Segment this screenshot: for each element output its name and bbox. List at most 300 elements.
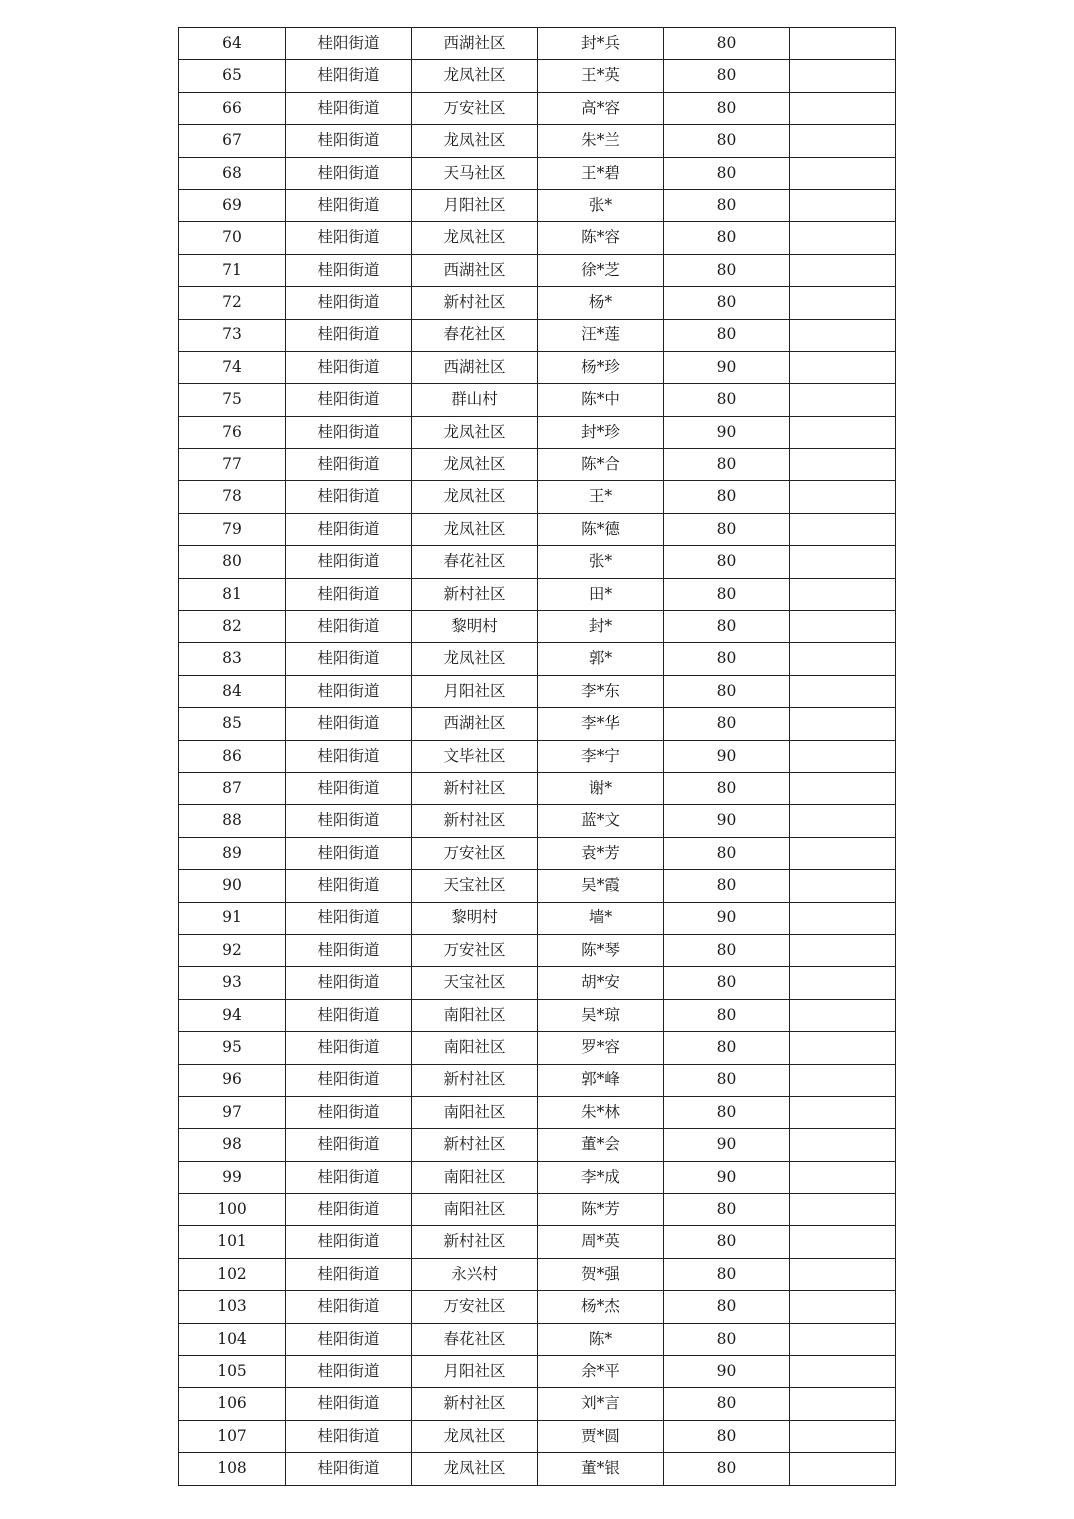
name-cell: 封*兵	[538, 28, 664, 60]
remark-cell	[790, 772, 896, 804]
community-cell: 新村社区	[412, 1129, 538, 1161]
street-cell: 桂阳街道	[286, 708, 412, 740]
community-cell: 春花社区	[412, 546, 538, 578]
amount-cell: 80	[664, 708, 790, 740]
table-row	[179, 319, 896, 351]
amount-cell: 80	[664, 28, 790, 60]
street-cell: 桂阳街道	[286, 967, 412, 999]
table-row	[179, 1226, 896, 1258]
table-row	[179, 157, 896, 189]
table-row	[179, 351, 896, 383]
street-cell: 桂阳街道	[286, 643, 412, 675]
remark-cell	[790, 28, 896, 60]
amount-cell: 90	[664, 416, 790, 448]
street-cell: 桂阳街道	[286, 481, 412, 513]
remark-cell	[790, 189, 896, 221]
name-cell: 吴*琼	[538, 999, 664, 1031]
street-cell: 桂阳街道	[286, 740, 412, 772]
community-cell: 月阳社区	[412, 675, 538, 707]
amount-cell: 80	[664, 287, 790, 319]
row-number-cell: 95	[179, 1032, 286, 1064]
name-cell: 田*	[538, 578, 664, 610]
amount-cell: 80	[664, 578, 790, 610]
community-cell: 新村社区	[412, 1388, 538, 1420]
name-cell: 王*英	[538, 60, 664, 92]
name-cell: 吴*霞	[538, 870, 664, 902]
table-row	[179, 1194, 896, 1226]
table-row	[179, 902, 896, 934]
community-cell: 月阳社区	[412, 189, 538, 221]
amount-cell: 80	[664, 611, 790, 643]
street-cell: 桂阳街道	[286, 1453, 412, 1485]
amount-cell: 80	[664, 60, 790, 92]
community-cell: 南阳社区	[412, 1194, 538, 1226]
remark-cell	[790, 157, 896, 189]
community-cell: 南阳社区	[412, 1161, 538, 1193]
amount-cell: 80	[664, 1064, 790, 1096]
table-row	[179, 449, 896, 481]
row-number-cell: 82	[179, 611, 286, 643]
row-number-cell: 91	[179, 902, 286, 934]
amount-cell: 80	[664, 772, 790, 804]
amount-cell: 80	[664, 546, 790, 578]
row-number-cell: 79	[179, 513, 286, 545]
name-cell: 高*容	[538, 92, 664, 124]
remark-cell	[790, 1323, 896, 1355]
row-number-cell: 77	[179, 449, 286, 481]
table-row	[179, 1032, 896, 1064]
name-cell: 陈*中	[538, 384, 664, 416]
street-cell: 桂阳街道	[286, 1388, 412, 1420]
name-cell: 陈*	[538, 1323, 664, 1355]
row-number-cell: 70	[179, 222, 286, 254]
row-number-cell: 75	[179, 384, 286, 416]
street-cell: 桂阳街道	[286, 1161, 412, 1193]
name-cell: 杨*珍	[538, 351, 664, 383]
name-cell: 封*	[538, 611, 664, 643]
street-cell: 桂阳街道	[286, 513, 412, 545]
name-cell: 袁*芳	[538, 837, 664, 869]
table-row	[179, 934, 896, 966]
amount-cell: 80	[664, 384, 790, 416]
community-cell: 文毕社区	[412, 740, 538, 772]
table-row	[179, 1388, 896, 1420]
row-number-cell: 78	[179, 481, 286, 513]
street-cell: 桂阳街道	[286, 449, 412, 481]
amount-cell: 80	[664, 92, 790, 124]
remark-cell	[790, 675, 896, 707]
amount-cell: 80	[664, 1453, 790, 1485]
street-cell: 桂阳街道	[286, 1323, 412, 1355]
document-page	[178, 27, 895, 1486]
community-cell: 月阳社区	[412, 1356, 538, 1388]
community-cell: 万安社区	[412, 837, 538, 869]
row-number-cell: 107	[179, 1420, 286, 1452]
remark-cell	[790, 60, 896, 92]
remark-cell	[790, 967, 896, 999]
table-row	[179, 60, 896, 92]
row-number-cell: 96	[179, 1064, 286, 1096]
community-cell: 新村社区	[412, 1064, 538, 1096]
table-row	[179, 481, 896, 513]
community-cell: 西湖社区	[412, 254, 538, 286]
name-cell: 朱*林	[538, 1096, 664, 1128]
amount-cell: 80	[664, 1194, 790, 1226]
name-cell: 朱*兰	[538, 125, 664, 157]
table-row	[179, 1161, 896, 1193]
row-number-cell: 68	[179, 157, 286, 189]
name-cell: 李*东	[538, 675, 664, 707]
row-number-cell: 84	[179, 675, 286, 707]
community-cell: 龙凤社区	[412, 222, 538, 254]
street-cell: 桂阳街道	[286, 934, 412, 966]
amount-cell: 80	[664, 481, 790, 513]
community-cell: 天马社区	[412, 157, 538, 189]
street-cell: 桂阳街道	[286, 1096, 412, 1128]
row-number-cell: 67	[179, 125, 286, 157]
table-row	[179, 837, 896, 869]
amount-cell: 80	[664, 999, 790, 1031]
row-number-cell: 83	[179, 643, 286, 675]
remark-cell	[790, 805, 896, 837]
table-row	[179, 772, 896, 804]
remark-cell	[790, 837, 896, 869]
street-cell: 桂阳街道	[286, 351, 412, 383]
street-cell: 桂阳街道	[286, 611, 412, 643]
remark-cell	[790, 351, 896, 383]
row-number-cell: 85	[179, 708, 286, 740]
table-row	[179, 675, 896, 707]
table-row	[179, 870, 896, 902]
table-row	[179, 546, 896, 578]
community-cell: 龙凤社区	[412, 449, 538, 481]
remark-cell	[790, 449, 896, 481]
remark-cell	[790, 740, 896, 772]
remark-cell	[790, 611, 896, 643]
row-number-cell: 93	[179, 967, 286, 999]
name-cell: 徐*芝	[538, 254, 664, 286]
community-cell: 群山村	[412, 384, 538, 416]
name-cell: 谢*	[538, 772, 664, 804]
table-row	[179, 1356, 896, 1388]
row-number-cell: 97	[179, 1096, 286, 1128]
street-cell: 桂阳街道	[286, 675, 412, 707]
row-number-cell: 98	[179, 1129, 286, 1161]
community-cell: 南阳社区	[412, 1096, 538, 1128]
row-number-cell: 103	[179, 1291, 286, 1323]
community-cell: 南阳社区	[412, 999, 538, 1031]
table-row	[179, 1291, 896, 1323]
street-cell: 桂阳街道	[286, 902, 412, 934]
remark-cell	[790, 934, 896, 966]
row-number-cell: 72	[179, 287, 286, 319]
table-row	[179, 708, 896, 740]
street-cell: 桂阳街道	[286, 287, 412, 319]
remark-cell	[790, 1453, 896, 1485]
row-number-cell: 106	[179, 1388, 286, 1420]
community-cell: 西湖社区	[412, 28, 538, 60]
amount-cell: 80	[664, 1096, 790, 1128]
community-cell: 新村社区	[412, 772, 538, 804]
name-cell: 王*碧	[538, 157, 664, 189]
remark-cell	[790, 1388, 896, 1420]
name-cell: 胡*安	[538, 967, 664, 999]
name-cell: 余*平	[538, 1356, 664, 1388]
community-cell: 黎明村	[412, 902, 538, 934]
table-row	[179, 513, 896, 545]
table-row	[179, 254, 896, 286]
remark-cell	[790, 1258, 896, 1290]
amount-cell: 90	[664, 805, 790, 837]
community-cell: 天宝社区	[412, 967, 538, 999]
remark-cell	[790, 708, 896, 740]
table-row	[179, 1096, 896, 1128]
name-cell: 董*会	[538, 1129, 664, 1161]
name-cell: 贺*强	[538, 1258, 664, 1290]
remark-cell	[790, 1291, 896, 1323]
name-cell: 陈*合	[538, 449, 664, 481]
table-row	[179, 1064, 896, 1096]
community-cell: 龙凤社区	[412, 416, 538, 448]
street-cell: 桂阳街道	[286, 28, 412, 60]
table-row	[179, 1420, 896, 1452]
row-number-cell: 105	[179, 1356, 286, 1388]
row-number-cell: 76	[179, 416, 286, 448]
table-row	[179, 999, 896, 1031]
name-cell: 贾*圆	[538, 1420, 664, 1452]
name-cell: 陈*德	[538, 513, 664, 545]
street-cell: 桂阳街道	[286, 1420, 412, 1452]
community-cell: 万安社区	[412, 934, 538, 966]
amount-cell: 80	[664, 675, 790, 707]
community-cell: 万安社区	[412, 1291, 538, 1323]
community-cell: 龙凤社区	[412, 1453, 538, 1485]
street-cell: 桂阳街道	[286, 805, 412, 837]
street-cell: 桂阳街道	[286, 1064, 412, 1096]
row-number-cell: 86	[179, 740, 286, 772]
row-number-cell: 92	[179, 934, 286, 966]
table-row	[179, 578, 896, 610]
name-cell: 郭*峰	[538, 1064, 664, 1096]
amount-cell: 80	[664, 254, 790, 286]
row-number-cell: 90	[179, 870, 286, 902]
amount-cell: 80	[664, 1032, 790, 1064]
amount-cell: 90	[664, 1161, 790, 1193]
row-number-cell: 69	[179, 189, 286, 221]
amount-cell: 80	[664, 222, 790, 254]
remark-cell	[790, 1032, 896, 1064]
amount-cell: 80	[664, 967, 790, 999]
street-cell: 桂阳街道	[286, 1291, 412, 1323]
row-number-cell: 80	[179, 546, 286, 578]
community-cell: 西湖社区	[412, 351, 538, 383]
amount-cell: 80	[664, 1258, 790, 1290]
street-cell: 桂阳街道	[286, 254, 412, 286]
amount-cell: 80	[664, 837, 790, 869]
community-cell: 黎明村	[412, 611, 538, 643]
table-row	[179, 1323, 896, 1355]
community-cell: 春花社区	[412, 319, 538, 351]
remark-cell	[790, 222, 896, 254]
community-cell: 西湖社区	[412, 708, 538, 740]
table-row	[179, 740, 896, 772]
remark-cell	[790, 546, 896, 578]
row-number-cell: 81	[179, 578, 286, 610]
street-cell: 桂阳街道	[286, 1194, 412, 1226]
amount-cell: 80	[664, 189, 790, 221]
amount-cell: 90	[664, 740, 790, 772]
street-cell: 桂阳街道	[286, 157, 412, 189]
remark-cell	[790, 481, 896, 513]
name-cell: 蓝*文	[538, 805, 664, 837]
community-cell: 新村社区	[412, 805, 538, 837]
row-number-cell: 71	[179, 254, 286, 286]
street-cell: 桂阳街道	[286, 772, 412, 804]
street-cell: 桂阳街道	[286, 222, 412, 254]
name-cell: 陈*芳	[538, 1194, 664, 1226]
remark-cell	[790, 1194, 896, 1226]
name-cell: 周*英	[538, 1226, 664, 1258]
remark-cell	[790, 513, 896, 545]
row-number-cell: 104	[179, 1323, 286, 1355]
street-cell: 桂阳街道	[286, 125, 412, 157]
name-cell: 汪*莲	[538, 319, 664, 351]
community-cell: 春花社区	[412, 1323, 538, 1355]
amount-cell: 80	[664, 1226, 790, 1258]
community-cell: 龙凤社区	[412, 513, 538, 545]
remark-cell	[790, 125, 896, 157]
street-cell: 桂阳街道	[286, 1356, 412, 1388]
remark-cell	[790, 1129, 896, 1161]
remark-cell	[790, 384, 896, 416]
remark-cell	[790, 92, 896, 124]
street-cell: 桂阳街道	[286, 546, 412, 578]
amount-cell: 80	[664, 643, 790, 675]
table-row	[179, 611, 896, 643]
community-cell: 新村社区	[412, 578, 538, 610]
name-cell: 陈*琴	[538, 934, 664, 966]
community-cell: 龙凤社区	[412, 125, 538, 157]
amount-cell: 90	[664, 902, 790, 934]
street-cell: 桂阳街道	[286, 319, 412, 351]
amount-cell: 80	[664, 449, 790, 481]
row-number-cell: 101	[179, 1226, 286, 1258]
table-row	[179, 189, 896, 221]
amount-cell: 80	[664, 319, 790, 351]
community-cell: 新村社区	[412, 287, 538, 319]
row-number-cell: 99	[179, 1161, 286, 1193]
community-cell: 天宝社区	[412, 870, 538, 902]
community-cell: 新村社区	[412, 1226, 538, 1258]
street-cell: 桂阳街道	[286, 1032, 412, 1064]
remark-cell	[790, 870, 896, 902]
name-cell: 王*	[538, 481, 664, 513]
roster-table-body	[179, 28, 896, 1486]
remark-cell	[790, 319, 896, 351]
remark-cell	[790, 1226, 896, 1258]
remark-cell	[790, 1096, 896, 1128]
remark-cell	[790, 1356, 896, 1388]
name-cell: 郭*	[538, 643, 664, 675]
amount-cell: 80	[664, 1291, 790, 1323]
street-cell: 桂阳街道	[286, 416, 412, 448]
remark-cell	[790, 999, 896, 1031]
community-cell: 龙凤社区	[412, 1420, 538, 1452]
row-number-cell: 94	[179, 999, 286, 1031]
table-row	[179, 384, 896, 416]
table-row	[179, 416, 896, 448]
remark-cell	[790, 416, 896, 448]
row-number-cell: 89	[179, 837, 286, 869]
name-cell: 李*宁	[538, 740, 664, 772]
street-cell: 桂阳街道	[286, 1258, 412, 1290]
row-number-cell: 100	[179, 1194, 286, 1226]
remark-cell	[790, 1420, 896, 1452]
remark-cell	[790, 1161, 896, 1193]
remark-cell	[790, 643, 896, 675]
remark-cell	[790, 1064, 896, 1096]
community-cell: 龙凤社区	[412, 481, 538, 513]
street-cell: 桂阳街道	[286, 578, 412, 610]
name-cell: 李*华	[538, 708, 664, 740]
roster-table	[178, 27, 896, 1486]
street-cell: 桂阳街道	[286, 189, 412, 221]
name-cell: 张*	[538, 546, 664, 578]
table-row	[179, 643, 896, 675]
row-number-cell: 65	[179, 60, 286, 92]
name-cell: 罗*容	[538, 1032, 664, 1064]
name-cell: 董*银	[538, 1453, 664, 1485]
amount-cell: 90	[664, 1129, 790, 1161]
row-number-cell: 108	[179, 1453, 286, 1485]
name-cell: 墙*	[538, 902, 664, 934]
remark-cell	[790, 254, 896, 286]
table-row	[179, 1258, 896, 1290]
table-row	[179, 1453, 896, 1485]
table-row	[179, 287, 896, 319]
row-number-cell: 73	[179, 319, 286, 351]
row-number-cell: 88	[179, 805, 286, 837]
street-cell: 桂阳街道	[286, 60, 412, 92]
street-cell: 桂阳街道	[286, 1129, 412, 1161]
name-cell: 刘*言	[538, 1388, 664, 1420]
name-cell: 封*珍	[538, 416, 664, 448]
row-number-cell: 64	[179, 28, 286, 60]
row-number-cell: 87	[179, 772, 286, 804]
street-cell: 桂阳街道	[286, 870, 412, 902]
community-cell: 永兴村	[412, 1258, 538, 1290]
street-cell: 桂阳街道	[286, 1226, 412, 1258]
community-cell: 万安社区	[412, 92, 538, 124]
amount-cell: 80	[664, 125, 790, 157]
row-number-cell: 102	[179, 1258, 286, 1290]
name-cell: 李*成	[538, 1161, 664, 1193]
name-cell: 杨*杰	[538, 1291, 664, 1323]
community-cell: 龙凤社区	[412, 60, 538, 92]
name-cell: 陈*容	[538, 222, 664, 254]
table-row	[179, 805, 896, 837]
name-cell: 张*	[538, 189, 664, 221]
row-number-cell: 74	[179, 351, 286, 383]
amount-cell: 90	[664, 351, 790, 383]
remark-cell	[790, 287, 896, 319]
table-row	[179, 222, 896, 254]
amount-cell: 80	[664, 934, 790, 966]
street-cell: 桂阳街道	[286, 92, 412, 124]
amount-cell: 80	[664, 513, 790, 545]
table-row	[179, 28, 896, 60]
amount-cell: 80	[664, 870, 790, 902]
